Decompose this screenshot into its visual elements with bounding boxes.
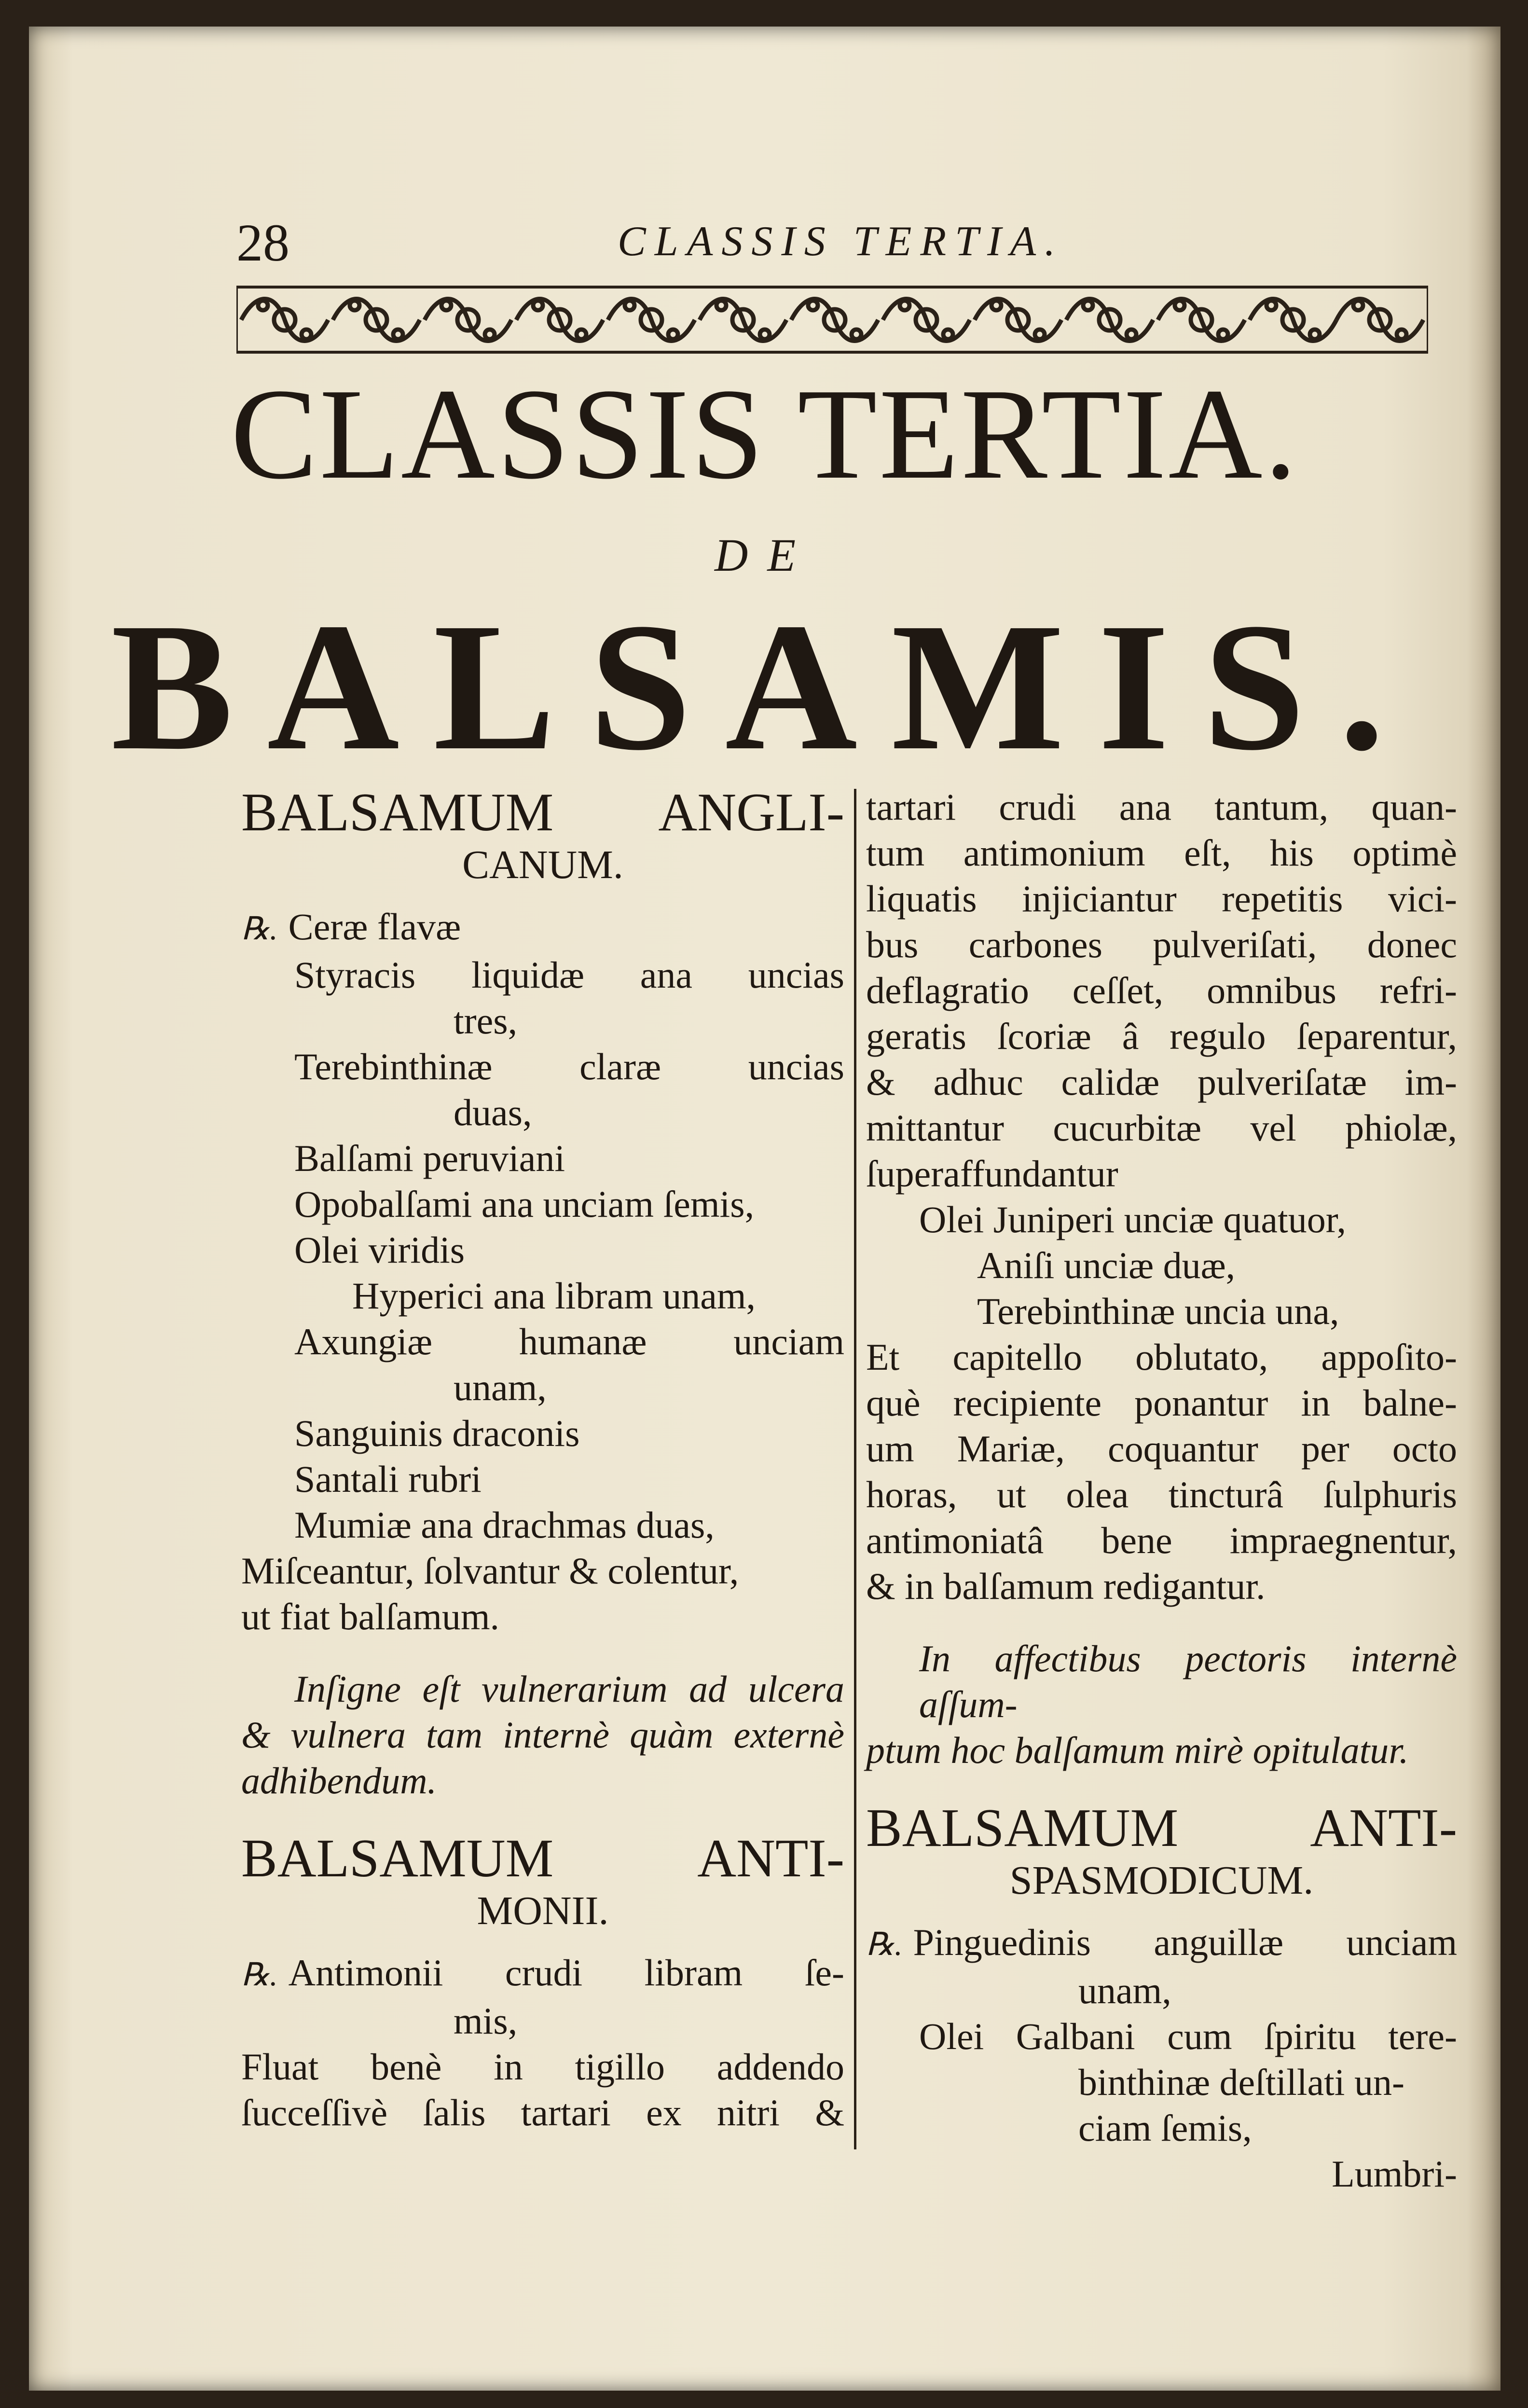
recipe-line: ℞. Antimonii crudi libram ſe- bbox=[241, 1952, 844, 1994]
usage-note: ptum hoc balſamum mirè opitulatur. bbox=[866, 1729, 1409, 1771]
recipe-line: mis, bbox=[454, 2000, 518, 2042]
recipe-line: Olei Juniperi unciæ quatuor, bbox=[919, 1198, 1347, 1240]
recipe-line: Santali rubri bbox=[294, 1458, 482, 1500]
recipe-line: què recipiente ponantur in balne- bbox=[866, 1382, 1457, 1424]
right-column bbox=[866, 784, 1457, 2197]
heading-balsamis: BALSAMIS. bbox=[111, 585, 1418, 788]
recipe-line: Miſceantur, ſolvantur & colentur, bbox=[241, 1550, 739, 1592]
recipe-line: Balſami peruviani bbox=[294, 1137, 565, 1179]
recipe-symbol: ℞. bbox=[241, 911, 278, 947]
recipe-symbol: ℞. bbox=[241, 1957, 278, 1993]
section-title-anglicanum: BALSAMUM ANGLI- bbox=[241, 783, 844, 842]
recipe-line: Et capitello oblutato, appoſito- bbox=[866, 1336, 1457, 1378]
recipe-symbol: ℞. bbox=[866, 1927, 903, 1962]
recipe-line: ciam ſemis, bbox=[1078, 2107, 1252, 2149]
recipe-line: liquatis injiciantur repetitis vici- bbox=[866, 878, 1457, 920]
recipe-line: tres, bbox=[454, 1000, 518, 1042]
recipe-line: ℞. Pinguedinis anguillæ unciam bbox=[866, 1921, 1457, 1963]
recipe-line: Hyperici ana libram unam, bbox=[352, 1275, 756, 1317]
column-rule bbox=[854, 789, 856, 2149]
recipe-line: geratis ſcoriæ â regulo ſeparentur, bbox=[866, 1015, 1457, 1057]
recipe-line: unam, bbox=[454, 1366, 547, 1408]
usage-note: Inſigne eſt vulnerarium ad ulcera bbox=[294, 1668, 844, 1710]
recipe-line: Olei viridis bbox=[294, 1229, 465, 1271]
recipe-line: deflagratio ceſſet, omnibus refri- bbox=[866, 969, 1457, 1011]
recipe-line: & adhuc calidæ pulveriſatæ im- bbox=[866, 1061, 1457, 1103]
recipe-line: & in balſamum redigantur. bbox=[866, 1565, 1266, 1607]
recipe-line: ut fiat balſamum. bbox=[241, 1596, 500, 1637]
recipe-line: antimoniatâ bene impraegnentur, bbox=[866, 1519, 1457, 1561]
recipe-line: duas, bbox=[454, 1091, 532, 1133]
catchword: Lumbri- bbox=[1332, 2153, 1457, 2195]
recipe-line: ſuperaffundantur bbox=[866, 1153, 1118, 1195]
recipe-line: Axungiæ humanæ unciam bbox=[294, 1321, 844, 1362]
recipe-line: Olei Galbani cum ſpiritu tere- bbox=[919, 2015, 1457, 2057]
recipe-line: Aniſi unciæ duæ, bbox=[977, 1244, 1236, 1286]
recipe-line: bus carbones pulveriſati, donec bbox=[866, 923, 1457, 965]
section-subtitle-antispasmodicum: SPASMODICUM. bbox=[1009, 1858, 1314, 1903]
section-subtitle-anglicanum: CANUM. bbox=[462, 842, 623, 887]
recipe-line: ℞. Ceræ flavæ bbox=[241, 906, 461, 948]
recipe-line: ſucceſſivè ſalis tartari ex nitri & bbox=[241, 2092, 844, 2133]
section-title-antimonii: BALSAMUM ANTI- bbox=[241, 1829, 844, 1888]
left-column bbox=[241, 784, 844, 2135]
recipe-line: tum antimonium eſt, his optimè bbox=[866, 832, 1457, 874]
recipe-line: Mumiæ ana drachmas duas, bbox=[294, 1504, 715, 1546]
recipe-line: binthinæ deſtillati un- bbox=[1078, 2061, 1404, 2103]
usage-note: In affectibus pectoris internè aſſum- bbox=[919, 1637, 1457, 1725]
recipe-line: Opobalſami ana unciam ſemis, bbox=[294, 1183, 755, 1225]
subheading-de: DE bbox=[715, 529, 815, 581]
recipe-line: Terebinthinæ claræ uncias bbox=[294, 1046, 844, 1087]
recipe-line: horas, ut olea tincturâ ſulphuris bbox=[866, 1473, 1457, 1515]
usage-note: adhibendum. bbox=[241, 1760, 437, 1802]
recipe-line: um Mariæ, coquantur per octo bbox=[866, 1428, 1457, 1470]
recipe-line: Sanguinis draconis bbox=[294, 1412, 580, 1454]
recipe-line: mittantur cucurbitæ vel phiolæ, bbox=[866, 1107, 1457, 1149]
usage-note: & vulnera tam internè quàm externè bbox=[241, 1714, 844, 1756]
main-heading: CLASSIS TERTIA. bbox=[230, 362, 1299, 506]
book-page bbox=[29, 27, 1500, 2391]
ornament-band bbox=[236, 282, 1428, 357]
recipe-line: unam, bbox=[1078, 1969, 1171, 2011]
running-title: CLASSIS TERTIA. bbox=[618, 218, 1064, 265]
section-subtitle-antimonii: MONII. bbox=[477, 1888, 609, 1933]
recipe-line: Styracis liquidæ ana uncias bbox=[294, 954, 844, 996]
page-number: 28 bbox=[236, 213, 289, 272]
recipe-line: tartari crudi ana tantum, quan- bbox=[866, 786, 1457, 828]
recipe-line: Terebinthinæ uncia una, bbox=[977, 1290, 1339, 1332]
recipe-line: Fluat benè in tigillo addendo bbox=[241, 2046, 844, 2088]
section-title-antispasmodicum: BALSAMUM ANTI- bbox=[866, 1798, 1457, 1858]
